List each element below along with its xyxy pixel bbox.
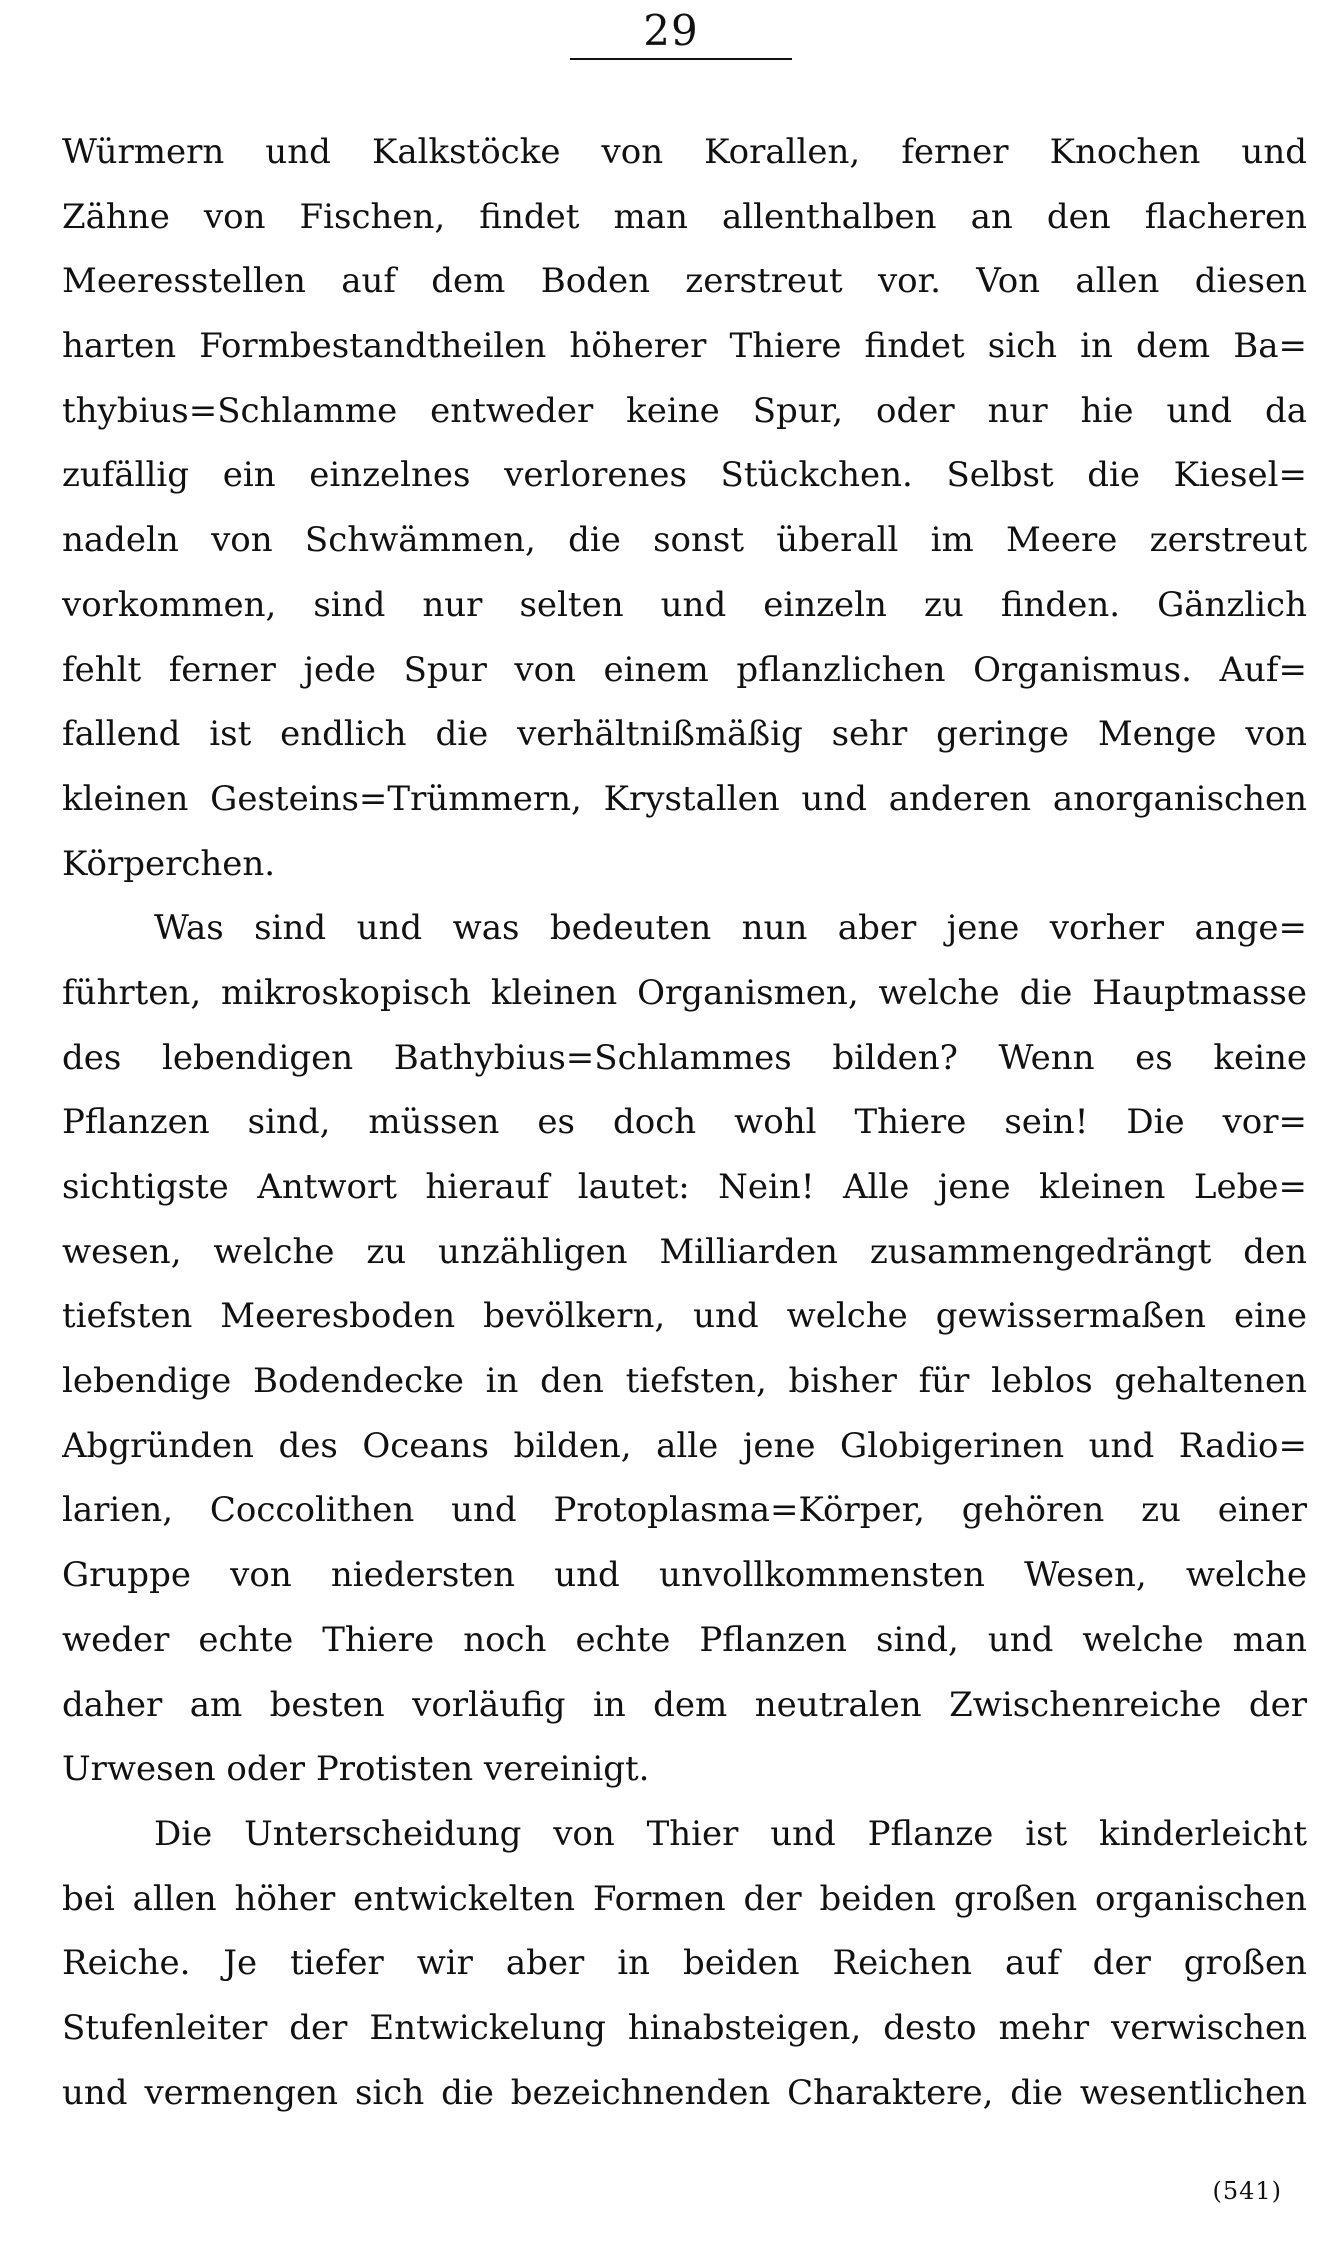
header-rule (570, 58, 792, 60)
text-line: larien, Coccolithen und Protoplasma=Körper, gehören zu einer (62, 1490, 1307, 1531)
text-line: Abgründen des Oceans bilden, alle jene Globigerinen und Radio= (62, 1425, 1307, 1466)
text-line: weder echte Thiere noch echte Pflanzen sind, und welche man (62, 1619, 1307, 1660)
printer-signature: (541) (1212, 2177, 1282, 2205)
text-line: Reiche. Je tiefer wir aber in beiden Reichen auf der großen (62, 1943, 1307, 1984)
text-line: wesen, welche zu unzähligen Milliarden zusammengedrängt den (62, 1231, 1307, 1272)
text-line: zufällig ein einzelnes verlorenes Stückchen. Selbst die Kiesel= (62, 455, 1307, 496)
text-line: Die Unterscheidung von Thier und Pflanze ist kinderleicht (154, 1813, 1307, 1854)
text-line: daher am besten vorläufig in dem neutralen Zwischenreiche der (62, 1684, 1307, 1725)
text-line: und vermengen sich die bezeichnenden Charaktere, die wesentlichen (62, 2072, 1307, 2113)
page-number: 29 (643, 6, 699, 55)
text-line: thybius=Schlamme entweder keine Spur, oder nur hie und da (62, 390, 1307, 431)
text-line: des lebendigen Bathybius=Schlammes bilden? Wenn es keine (62, 1037, 1307, 1078)
text-line: kleinen Gesteins=Trümmern, Krystallen und anderen anorganischen (62, 778, 1307, 819)
text-line: Stufenleiter der Entwickelung hinabsteigen, desto mehr verwischen (62, 2007, 1307, 2048)
body-text (62, 120, 1307, 2125)
text-line: Gruppe von niedersten und unvollkommensten Wesen, welche (62, 1555, 1307, 1596)
text-line: sichtigste Antwort hierauf lautet: Nein! Alle jene kleinen Lebe= (62, 1167, 1307, 1207)
text-line: fallend ist endlich die verhältnißmäßig sehr geringe Menge von (62, 714, 1307, 755)
text-line: Urwesen oder Protisten vereinigt. (62, 1749, 650, 1790)
text-line: fehlt ferner jede Spur von einem pflanzlichen Organismus. Auf= (62, 649, 1307, 690)
text-line: Würmern und Kalkstöcke von Korallen, ferner Knochen und (62, 132, 1307, 172)
text-line: tiefsten Meeresboden bevölkern, und welche gewissermaßen eine (62, 1296, 1307, 1337)
text-line: Was sind und was bedeuten nun aber jene vorher ange= (154, 908, 1307, 949)
text-line: Körperchen. (62, 843, 276, 884)
text-line: führten, mikroskopisch kleinen Organismen, welche die Hauptmasse (62, 972, 1307, 1013)
text-line: nadeln von Schwämmen, die sonst überall im Meere zerstreut (62, 520, 1307, 561)
text-line: vorkommen, sind nur selten und einzeln zu finden. Gänzlich (62, 584, 1307, 625)
text-line: lebendige Bodendecke in den tiefsten, bisher für leblos gehaltenen (62, 1361, 1307, 1402)
text-line: bei allen höher entwickelten Formen der beiden großen organischen (62, 1878, 1307, 1919)
text-line: harten Formbestandtheilen höherer Thiere findet sich in dem Ba= (62, 326, 1307, 367)
text-line: Meeresstellen auf dem Boden zerstreut vor. Von allen diesen (62, 261, 1307, 302)
text-line: Zähne von Fischen, findet man allenthalben an den flacheren (62, 196, 1307, 237)
text-line: Pflanzen sind, müssen es doch wohl Thiere sein! Die vor= (62, 1102, 1307, 1143)
